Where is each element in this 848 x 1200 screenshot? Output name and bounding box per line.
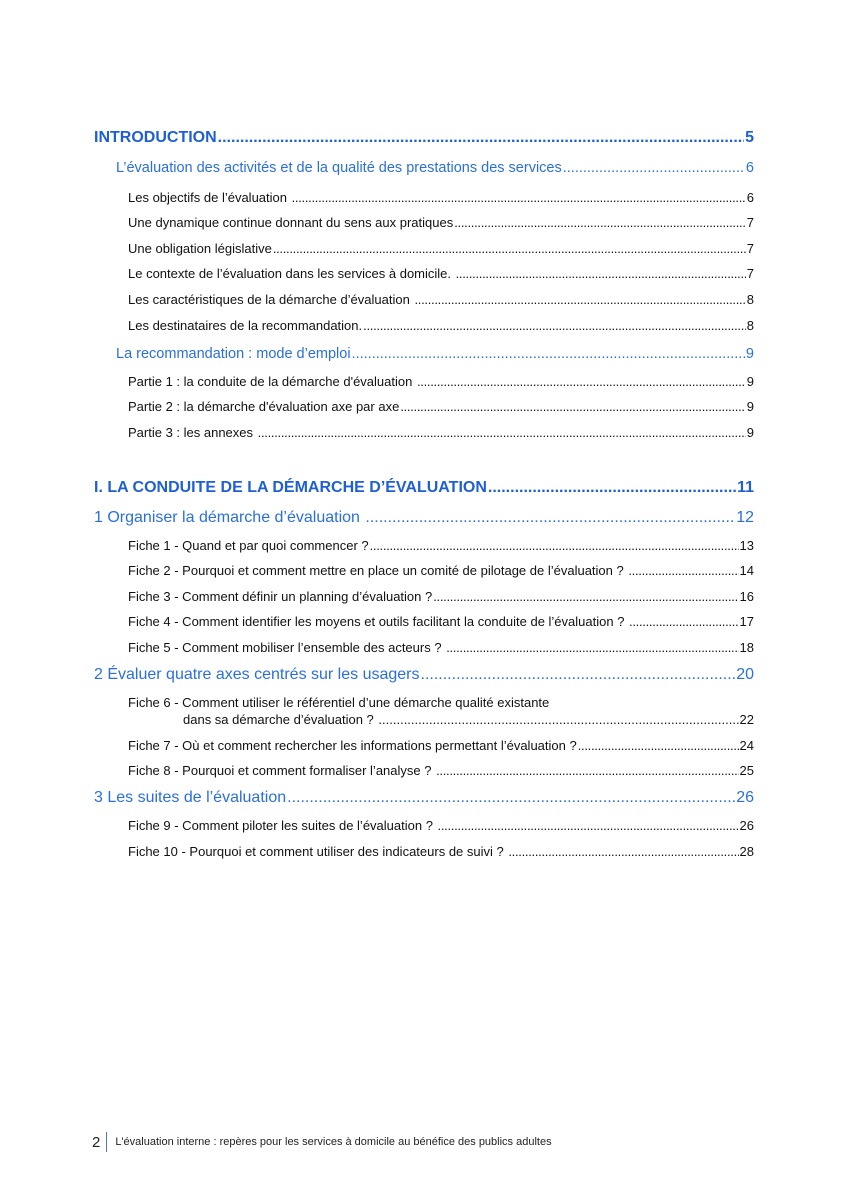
toc-entry-partie-3[interactable] (128, 425, 754, 440)
toc-label: INTRODUCTION (94, 129, 217, 146)
leader-dots (629, 614, 739, 629)
toc-page-number: 8 (746, 318, 754, 333)
toc-label: Partie 1 : la conduite de la démarche d'évaluation (128, 374, 416, 389)
toc-label: Les destinataires de la recommandation. (128, 318, 363, 333)
toc-label: Une obligation législative (128, 241, 272, 256)
toc-entry-contexte[interactable] (128, 266, 754, 281)
leader-dots (258, 425, 746, 440)
toc-page-number: 5 (745, 129, 754, 146)
toc-page-number: 17 (739, 614, 754, 629)
leader-dots (370, 538, 739, 553)
toc-page-number: 6 (745, 160, 754, 176)
toc-entry-fiche-7[interactable] (128, 738, 754, 753)
toc-label: Fiche 2 - Pourquoi et comment mettre en place un comité de pilotage de l’évaluation ? (128, 563, 628, 578)
leader-dots (292, 190, 746, 205)
leader-dots (454, 215, 746, 230)
toc-entry-fiche-8[interactable] (128, 763, 754, 778)
toc-page-number: 12 (736, 509, 754, 526)
leader-dots (417, 374, 746, 389)
leader-dots (628, 563, 738, 578)
toc-entry-section-2[interactable] (94, 666, 754, 684)
toc-entry-fiche-4[interactable] (128, 614, 754, 629)
leader-dots (352, 346, 745, 362)
toc-page-number: 7 (746, 241, 754, 256)
toc-label: Partie 3 : les annexes (128, 425, 257, 440)
toc-label: Fiche 8 - Pourquoi et comment formaliser l’analyse ? (128, 763, 436, 778)
footer-divider (106, 1132, 107, 1152)
toc-page-number: 24 (739, 738, 754, 753)
leader-dots (446, 640, 738, 655)
leader-dots (578, 738, 739, 753)
toc-entry-partie-1[interactable] (128, 374, 754, 389)
toc-label: Le contexte de l’évaluation dans les services à domicile. (128, 266, 455, 281)
toc-page-number: 28 (739, 844, 754, 859)
leader-dots (563, 160, 745, 176)
toc-label: Une dynamique continue donnant du sens aux pratiques (128, 215, 454, 230)
toc-entry-fiche-10[interactable] (128, 844, 754, 859)
footer-title: L'évaluation interne : repères pour les services à domicile au bénéfice des publics adultes (115, 1136, 552, 1148)
toc-label: Fiche 7 - Où et comment rechercher les informations permettant l’évaluation ? (128, 738, 577, 753)
toc-page-number: 26 (739, 818, 754, 833)
toc-label: I. LA CONDUITE DE LA DÉMARCHE D’ÉVALUATION (94, 479, 487, 496)
toc-entry-fiche-9[interactable] (128, 818, 754, 833)
toc-page-number: 9 (746, 374, 754, 389)
toc-page-number: 9 (746, 425, 754, 440)
toc-label-line-1: Fiche 6 - Comment utiliser le référentiel d’une démarche qualité existante (128, 695, 550, 710)
toc-entry-objectifs[interactable] (128, 190, 754, 205)
toc-entry-fiche-6[interactable] (128, 695, 754, 727)
toc-page-number: 13 (739, 538, 754, 553)
leader-dots (433, 589, 738, 604)
toc-label: La recommandation : mode d’emploi (116, 346, 351, 362)
leader-dots (436, 763, 738, 778)
toc-entry-destinataires[interactable] (128, 318, 754, 333)
toc-entry-fiche-5[interactable] (128, 640, 754, 655)
toc-entry-obligation[interactable] (128, 241, 754, 256)
leader-dots (421, 666, 736, 684)
leader-dots (363, 318, 746, 333)
toc-entry-dynamique[interactable] (128, 215, 754, 230)
toc-entry-section-1[interactable] (94, 509, 754, 527)
toc-entry-section-3[interactable] (94, 789, 754, 807)
leader-dots (400, 399, 745, 414)
toc-page-number: 26 (736, 789, 754, 806)
toc-label: 2 Évaluer quatre axes centrés sur les usagers (94, 666, 420, 683)
toc-page-number: 7 (746, 215, 754, 230)
toc-label: Fiche 3 - Comment définir un planning d’évaluation ? (128, 589, 433, 604)
toc-entry-recommandation[interactable] (116, 346, 754, 362)
page-footer (92, 1132, 552, 1152)
toc-label: L’évaluation des activités et de la qualité des prestations des services (116, 160, 562, 176)
toc-page-number: 14 (739, 563, 754, 578)
toc-label: 1 Organiser la démarche d’évaluation (94, 509, 365, 526)
toc-page-number: 9 (745, 346, 754, 362)
toc-label: Fiche 4 - Comment identifier les moyens et outils facilitant la conduite de l’évaluation ? (128, 614, 629, 629)
toc-label: Les objectifs de l’évaluation (128, 190, 291, 205)
toc-entry-fiche-1[interactable] (128, 538, 754, 553)
toc-page-number: 16 (739, 589, 754, 604)
toc-page-number: 22 (739, 712, 754, 727)
toc-label: Fiche 9 - Comment piloter les suites de l’évaluation ? (128, 818, 437, 833)
leader-dots (378, 712, 738, 727)
toc-page-number: 25 (739, 763, 754, 778)
leader-dots (218, 129, 744, 147)
leader-dots (488, 479, 736, 497)
toc-entry-fiche-3[interactable] (128, 589, 754, 604)
leader-dots (365, 509, 735, 527)
toc-label: Fiche 5 - Comment mobiliser l’ensemble des acteurs ? (128, 640, 446, 655)
toc-label: Partie 2 : la démarche d'évaluation axe par axe (128, 399, 400, 414)
toc-page-number: 20 (736, 666, 754, 683)
toc-label-line-2: dans sa démarche d’évaluation ? (183, 712, 378, 727)
leader-dots (438, 818, 739, 833)
toc-label: Fiche 10 - Pourquoi et comment utiliser des indicateurs de suivi ? (128, 844, 508, 859)
leader-dots (414, 292, 745, 307)
toc-page-number: 8 (746, 292, 754, 307)
toc-entry-fiche-2[interactable] (128, 563, 754, 578)
toc-page-number: 6 (746, 190, 754, 205)
toc-page-number: 11 (737, 479, 754, 496)
leader-dots (456, 266, 746, 281)
toc-page-number: 7 (746, 266, 754, 281)
toc-label: 3 Les suites de l’évaluation (94, 789, 287, 806)
toc-page-number: 9 (746, 399, 754, 414)
leader-dots (287, 789, 735, 807)
leader-dots (508, 844, 738, 859)
toc-entry-evaluation-activites[interactable] (116, 160, 754, 176)
leader-dots (273, 241, 746, 256)
toc-page-number: 18 (739, 640, 754, 655)
footer-page-number: 2 (92, 1133, 101, 1151)
toc-entry-partie-2[interactable] (128, 399, 754, 414)
toc-label: Les caractéristiques de la démarche d’évaluation (128, 292, 414, 307)
toc-entry-part-1[interactable] (94, 479, 754, 497)
toc-entry-caracteristiques[interactable] (128, 292, 754, 307)
toc-entry-introduction[interactable] (94, 129, 754, 147)
toc-label: Fiche 1 - Quand et par quoi commencer ? (128, 538, 369, 553)
